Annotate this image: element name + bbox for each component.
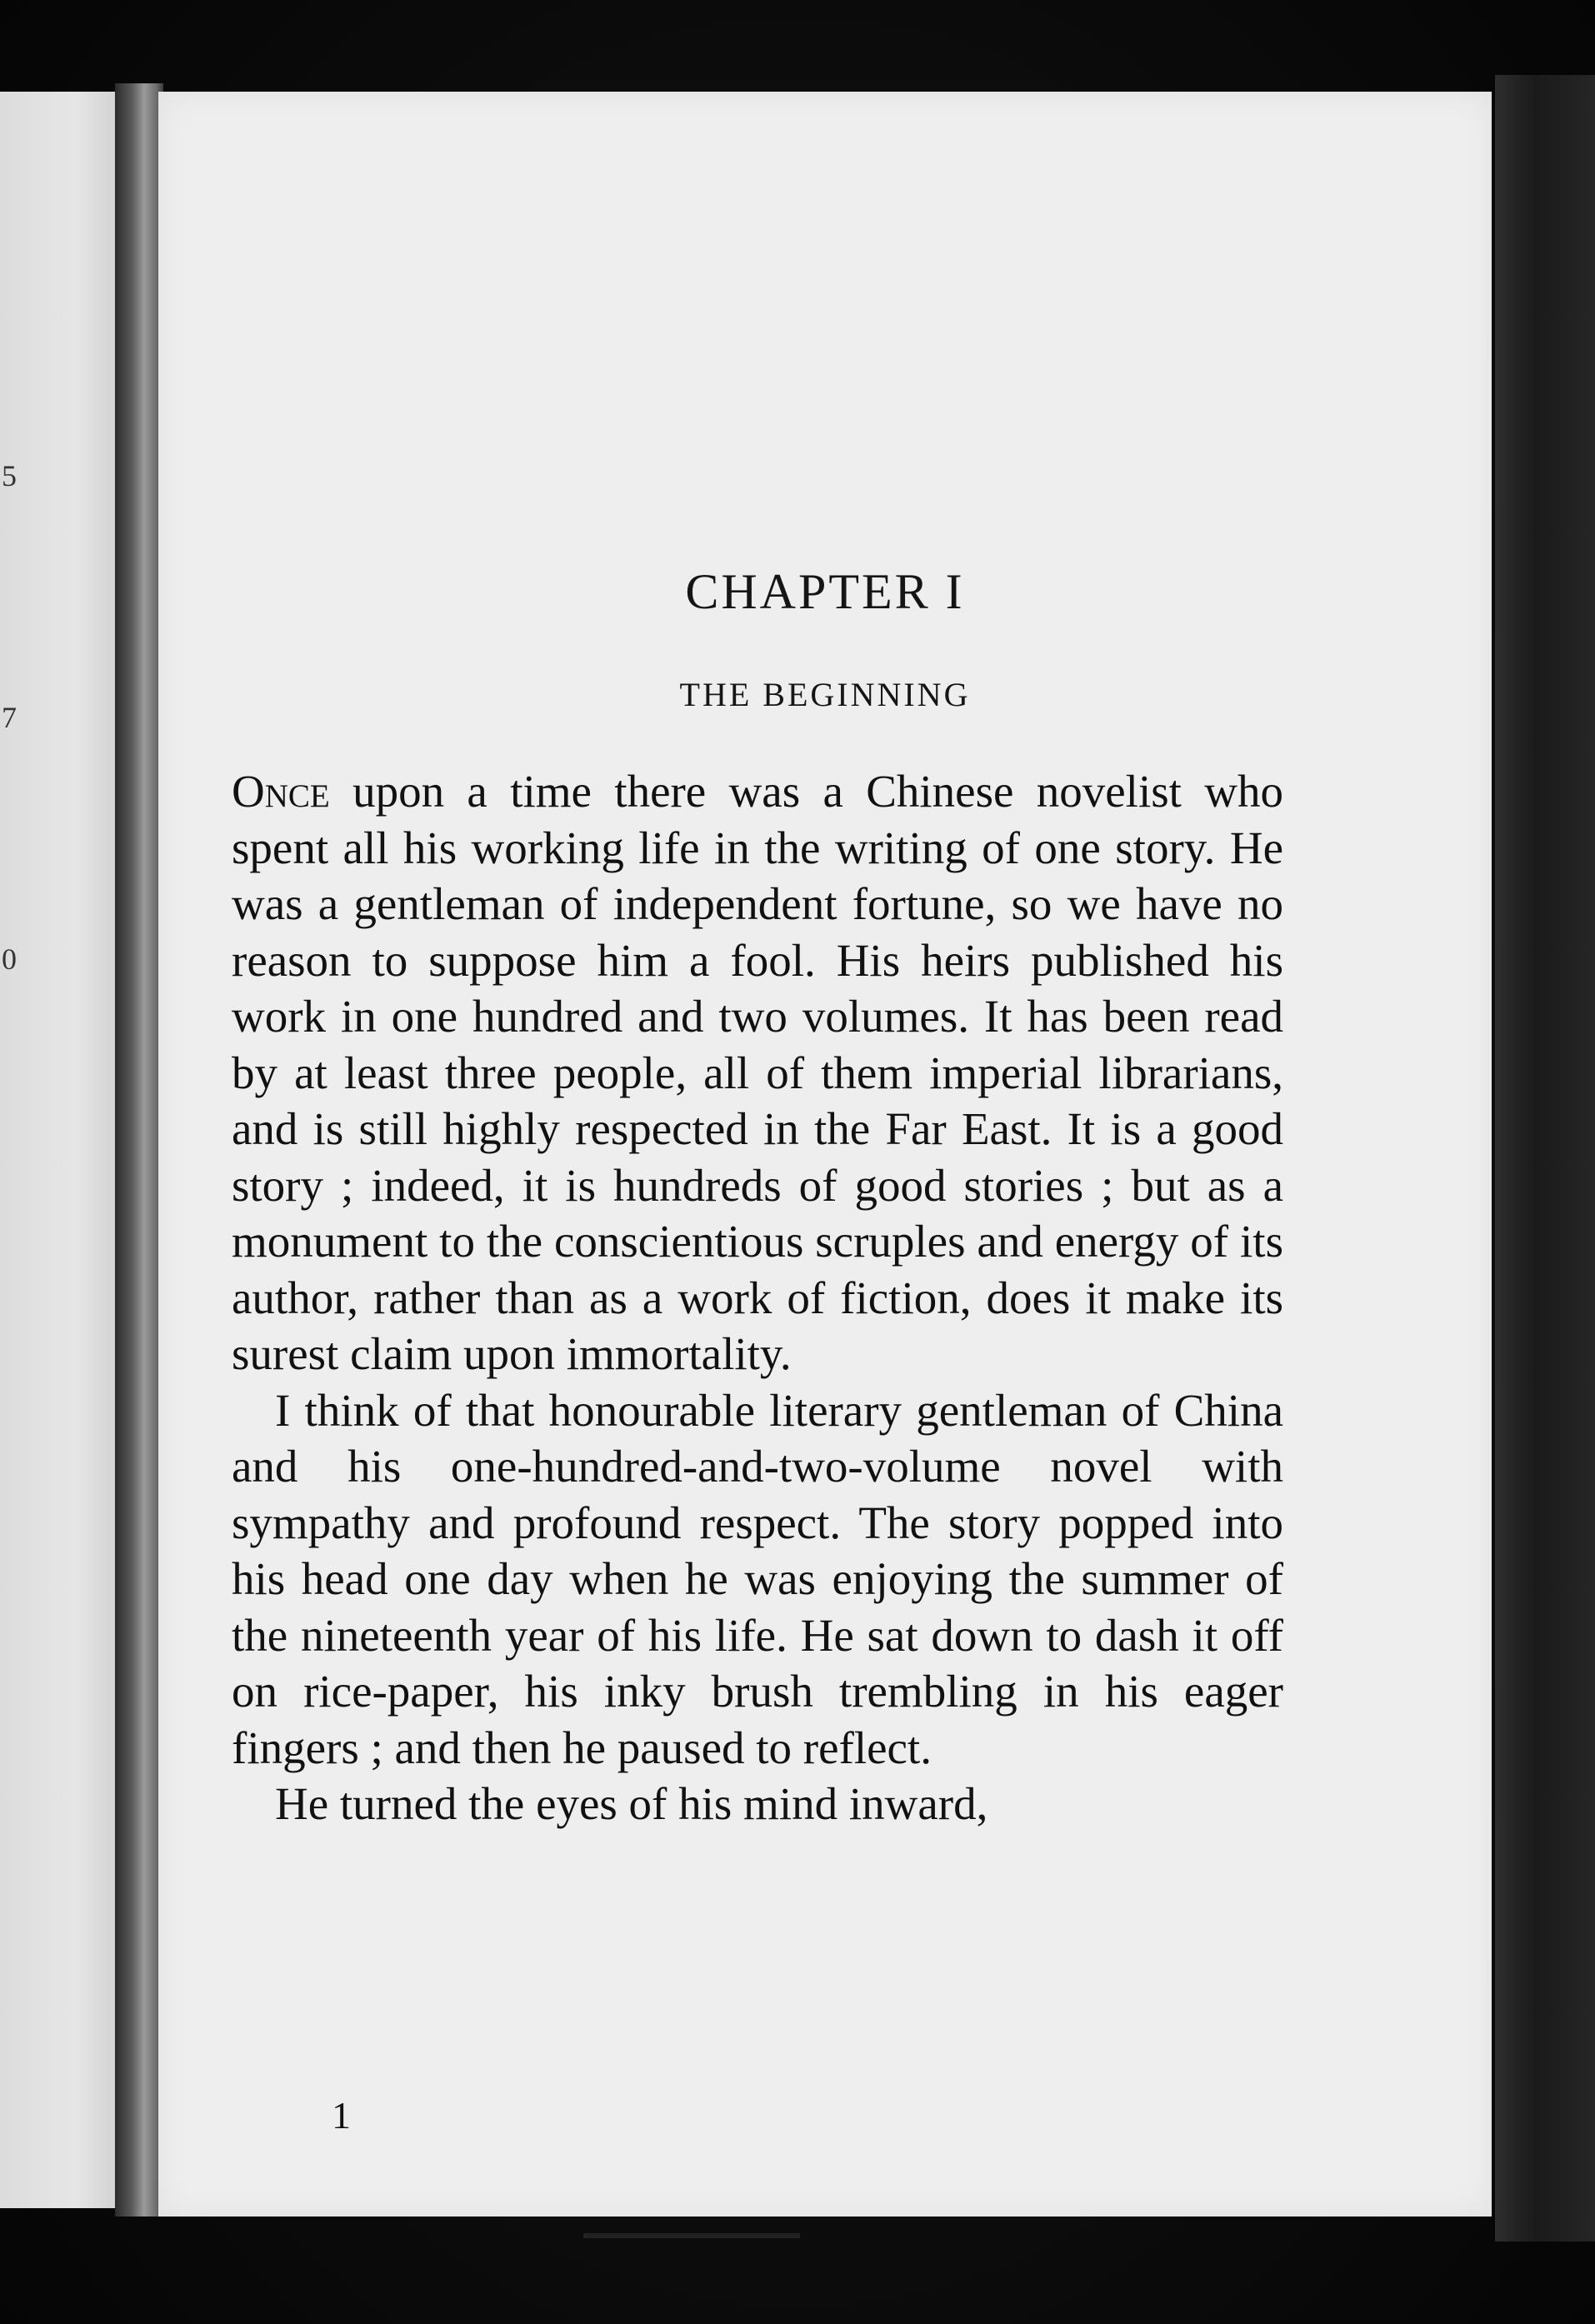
book-gutter	[115, 83, 163, 2217]
paragraph-text: He turned the eyes of his mind inward,	[275, 1778, 988, 1829]
facing-page-mark: 5	[2, 459, 17, 492]
paragraph-lead-word: Once	[232, 766, 330, 817]
paragraph	[232, 1776, 1283, 1832]
paragraph-text: I think of that honourable literary gentleman of China and his one-hundred-and-two-volume novel with sympathy and profound respect. The story popped into his head one day when he was enjoying the summer of the nineteenth year of his life. He sat down to dash it off on rice-paper, his inky brush trembling in his eager fingers ; and then he paused to reflect.	[232, 1384, 1283, 1773]
chapter-subtitle: THE BEGINNING	[679, 676, 971, 713]
scan-artifact	[583, 2233, 800, 2238]
paragraph	[232, 763, 1283, 1382]
facing-page-mark: 0	[2, 942, 17, 976]
book-cover-edge	[1495, 75, 1595, 2242]
paragraph-text: upon a time there was a Chinese novelist who spent all his working life in the writing of one story. He was a gentleman of independent fortune, so we have no reason to suppose him a fool. His heirs published his work in one hundred and two volumes. It has been read by at least three people, all of them imperial librarians, and is still highly respected in the Far East. It is a good story ; indeed, it is hundreds of good stories ; but as a monument to the conscientious scruples and energy of its author, rather than as a work of fiction, does it make its surest claim upon immortality.	[232, 766, 1283, 1379]
book-page	[158, 92, 1492, 2217]
facing-page-edge	[0, 92, 125, 2208]
facing-page-mark: 7	[2, 701, 17, 734]
body-text	[232, 763, 1283, 1832]
chapter-title: CHAPTER I	[685, 564, 965, 619]
paragraph	[232, 1382, 1283, 1777]
facing-page-margin-marks	[0, 92, 33, 2208]
page-number: 1	[332, 2094, 351, 2137]
